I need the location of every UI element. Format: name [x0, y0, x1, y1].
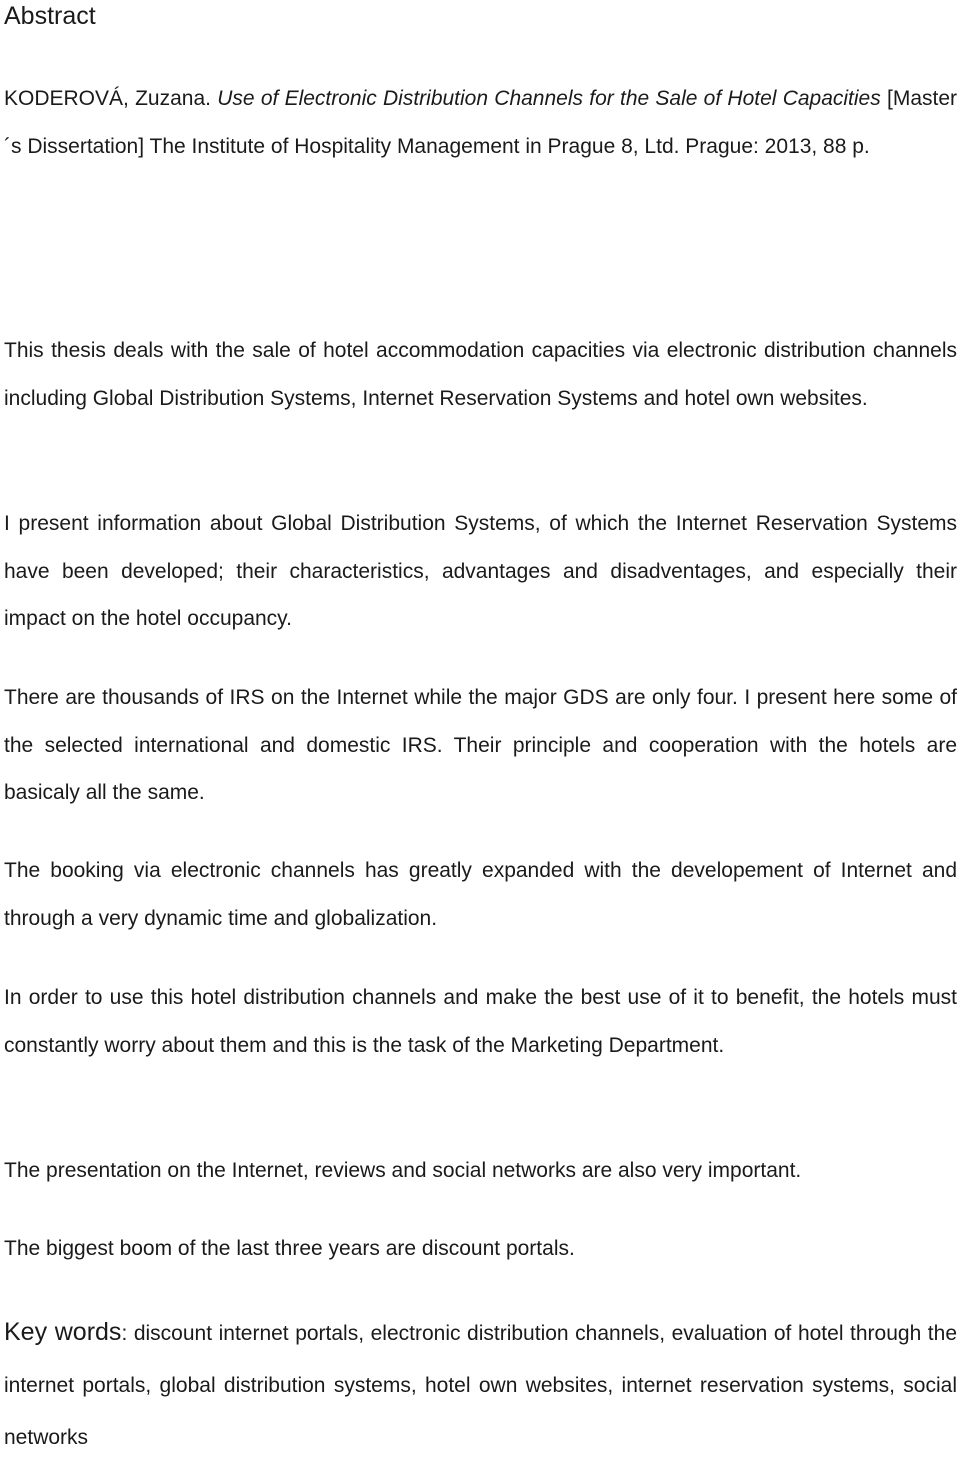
citation-author: KODEROVÁ, Zuzana. [4, 87, 211, 110]
abstract-paragraph-6: The presentation on the Internet, reviews and social networks are also very important. [4, 1159, 802, 1182]
keywords-label: Key words [4, 1318, 122, 1346]
abstract-paragraph-3: There are thousands of IRS on the Internet while the major GDS are only four. I present here some of the selected international and domestic IRS. Their principle and cooperation with the hotels are basicaly all the same. [4, 686, 957, 804]
keywords-paragraph [4, 1306, 957, 1464]
citation-reference [4, 75, 957, 170]
keywords-text: discount internet portals, electronic distribution channels, evaluation of hotel through the internet portals, global distribution systems, hotel own websites, internet reservation systems, social networks [4, 1322, 957, 1449]
citation-title: Use of Electronic Distribution Channels for the Sale of Hotel Capacities [217, 87, 881, 110]
keywords-separator: : [121, 1322, 128, 1345]
abstract-paragraph-1: This thesis deals with the sale of hotel accommodation capacities via electronic distribution channels including Global Distribution Systems, Internet Reservation Systems and hotel own websites. [4, 339, 957, 410]
citation-details: [Master´s Dissertation] The Institute of Hospitality Management in Prague 8, Ltd. Prague: 2013, 88 p. [4, 87, 958, 158]
abstract-paragraph-5: In order to use this hotel distribution channels and make the best use of it to benefit, the hotels must constantly worry about them and this is the task of the Marketing Department. [4, 986, 957, 1057]
abstract-paragraph-4: The booking via electronic channels has greatly expanded with the developement of Internet and through a very dynamic time and globalization. [4, 859, 957, 930]
abstract-paragraph-7: The biggest boom of the last three years are discount portals. [4, 1237, 575, 1260]
page-title: Abstract [4, 2, 96, 30]
abstract-paragraph-2: I present information about Global Distribution Systems, of which the Internet Reservation Systems have been developed; their characteristics, advantages and disadventages, and especially their impact on the hotel occupancy. [4, 512, 957, 630]
